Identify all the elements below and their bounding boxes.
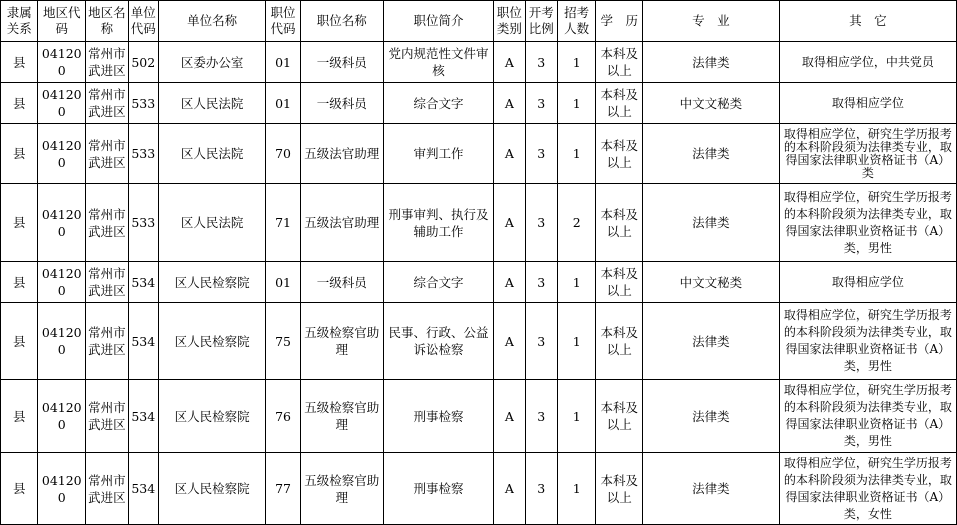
cell-unit-code: 534 <box>128 380 158 453</box>
cell-affiliation: 县 <box>1 184 38 262</box>
cell-major: 法律类 <box>642 42 779 83</box>
table-row <box>1 42 957 83</box>
header-other: 其 它 <box>779 1 956 42</box>
cell-position-category: A <box>494 262 525 303</box>
cell-unit-name: 区人民检察院 <box>158 380 265 453</box>
table-row <box>1 262 957 303</box>
cell-position-name: 一级科员 <box>300 262 383 303</box>
header-region-code: 地区代码 <box>38 1 86 42</box>
header-affiliation: 隶属关系 <box>1 1 38 42</box>
cell-affiliation: 县 <box>1 124 38 184</box>
cell-other: 取得相应学位，研究生学历报考的本科阶段须为法律类专业，取得国家法律职业资格证书（A）类，女性 <box>779 453 956 525</box>
cell-position-code: 75 <box>266 303 300 380</box>
header-position-summary: 职位简介 <box>383 1 493 42</box>
cell-major: 法律类 <box>642 453 779 525</box>
cell-region-name: 常州市武进区 <box>86 124 129 184</box>
cell-position-name: 五级检察官助理 <box>300 453 383 525</box>
cell-exam-ratio: 3 <box>525 83 557 124</box>
cell-exam-ratio: 3 <box>525 262 557 303</box>
table-row <box>1 124 957 184</box>
cell-unit-name: 区人民法院 <box>158 83 265 124</box>
cell-region-code: 041200 <box>38 42 86 83</box>
cell-position-name: 五级法官助理 <box>300 184 383 262</box>
table-row <box>1 303 957 380</box>
cell-position-code: 77 <box>266 453 300 525</box>
cell-hire-count: 1 <box>557 262 595 303</box>
cell-position-summary: 审判工作 <box>383 124 493 184</box>
header-exam-ratio: 开考比例 <box>525 1 557 42</box>
cell-position-category: A <box>494 303 525 380</box>
cell-hire-count: 1 <box>557 303 595 380</box>
cell-other: 取得相应学位 <box>779 83 956 124</box>
cell-education: 本科及以上 <box>596 380 643 453</box>
cell-region-code: 041200 <box>38 453 86 525</box>
cell-region-code: 041200 <box>38 83 86 124</box>
cell-position-name: 一级科员 <box>300 83 383 124</box>
header-position-name: 职位名称 <box>300 1 383 42</box>
cell-unit-code: 534 <box>128 453 158 525</box>
cell-affiliation: 县 <box>1 83 38 124</box>
cell-hire-count: 2 <box>557 184 595 262</box>
table-row <box>1 83 957 124</box>
cell-major: 中文文秘类 <box>642 262 779 303</box>
table-row <box>1 453 957 525</box>
cell-exam-ratio: 3 <box>525 42 557 83</box>
cell-exam-ratio: 3 <box>525 184 557 262</box>
cell-hire-count: 1 <box>557 453 595 525</box>
cell-unit-code: 534 <box>128 303 158 380</box>
cell-hire-count: 1 <box>557 42 595 83</box>
cell-education: 本科及以上 <box>596 83 643 124</box>
cell-unit-name: 区人民检察院 <box>158 453 265 525</box>
header-unit-code: 单位代码 <box>128 1 158 42</box>
header-region-name: 地区名称 <box>86 1 129 42</box>
cell-unit-code: 533 <box>128 83 158 124</box>
cell-region-name: 常州市武进区 <box>86 262 129 303</box>
cell-exam-ratio: 3 <box>525 453 557 525</box>
cell-position-code: 01 <box>266 262 300 303</box>
cell-position-category: A <box>494 453 525 525</box>
table-row <box>1 184 957 262</box>
cell-position-name: 五级检察官助理 <box>300 380 383 453</box>
cell-major: 法律类 <box>642 380 779 453</box>
cell-region-code: 041200 <box>38 262 86 303</box>
cell-education: 本科及以上 <box>596 453 643 525</box>
cell-region-name: 常州市武进区 <box>86 303 129 380</box>
cell-affiliation: 县 <box>1 262 38 303</box>
cell-region-name: 常州市武进区 <box>86 380 129 453</box>
cell-education: 本科及以上 <box>596 262 643 303</box>
cell-unit-code: 534 <box>128 262 158 303</box>
cell-unit-name: 区委办公室 <box>158 42 265 83</box>
cell-position-code: 70 <box>266 124 300 184</box>
cell-education: 本科及以上 <box>596 303 643 380</box>
cell-region-code: 041200 <box>38 184 86 262</box>
cell-position-code: 01 <box>266 83 300 124</box>
cell-position-code: 01 <box>266 42 300 83</box>
cell-other: 取得相应学位，研究生学历报考的本科阶段须为法律类专业，取得国家法律职业资格证书（A）类 <box>779 124 956 184</box>
cell-region-name: 常州市武进区 <box>86 453 129 525</box>
cell-unit-code: 533 <box>128 184 158 262</box>
cell-education: 本科及以上 <box>596 124 643 184</box>
cell-other: 取得相应学位，研究生学历报考的本科阶段须为法律类专业，取得国家法律职业资格证书（A）类，男性 <box>779 303 956 380</box>
cell-exam-ratio: 3 <box>525 303 557 380</box>
cell-position-category: A <box>494 42 525 83</box>
cell-exam-ratio: 3 <box>525 380 557 453</box>
cell-unit-name: 区人民法院 <box>158 184 265 262</box>
cell-education: 本科及以上 <box>596 184 643 262</box>
header-education: 学 历 <box>596 1 643 42</box>
cell-other: 取得相应学位，研究生学历报考的本科阶段须为法律类专业，取得国家法律职业资格证书（A）类，男性 <box>779 184 956 262</box>
cell-region-name: 常州市武进区 <box>86 83 129 124</box>
cell-position-category: A <box>494 83 525 124</box>
cell-position-summary: 综合文字 <box>383 262 493 303</box>
cell-affiliation: 县 <box>1 42 38 83</box>
header-position-code: 职位代码 <box>266 1 300 42</box>
cell-position-category: A <box>494 184 525 262</box>
cell-region-name: 常州市武进区 <box>86 184 129 262</box>
cell-affiliation: 县 <box>1 453 38 525</box>
cell-position-summary: 刑事审判、执行及辅助工作 <box>383 184 493 262</box>
cell-affiliation: 县 <box>1 380 38 453</box>
cell-position-summary: 民事、行政、公益诉讼检察 <box>383 303 493 380</box>
cell-region-name: 常州市武进区 <box>86 42 129 83</box>
header-major: 专 业 <box>642 1 779 42</box>
cell-position-summary: 综合文字 <box>383 83 493 124</box>
cell-region-code: 041200 <box>38 380 86 453</box>
cell-position-code: 76 <box>266 380 300 453</box>
cell-position-name: 五级法官助理 <box>300 124 383 184</box>
cell-position-summary: 党内规范性文件审核 <box>383 42 493 83</box>
header-position-category: 职位类别 <box>494 1 525 42</box>
cell-position-category: A <box>494 380 525 453</box>
cell-major: 法律类 <box>642 124 779 184</box>
cell-region-code: 041200 <box>38 303 86 380</box>
cell-hire-count: 1 <box>557 124 595 184</box>
table-row <box>1 380 957 453</box>
cell-region-code: 041200 <box>38 124 86 184</box>
cell-other: 取得相应学位，中共党员 <box>779 42 956 83</box>
cell-position-summary: 刑事检察 <box>383 380 493 453</box>
header-unit-name: 单位名称 <box>158 1 265 42</box>
cell-unit-code: 533 <box>128 124 158 184</box>
cell-position-summary: 刑事检察 <box>383 453 493 525</box>
cell-major: 中文文秘类 <box>642 83 779 124</box>
cell-unit-code: 502 <box>128 42 158 83</box>
cell-exam-ratio: 3 <box>525 124 557 184</box>
cell-major: 法律类 <box>642 184 779 262</box>
cell-affiliation: 县 <box>1 303 38 380</box>
cell-other: 取得相应学位 <box>779 262 956 303</box>
header-row <box>1 1 957 42</box>
cell-position-category: A <box>494 124 525 184</box>
cell-education: 本科及以上 <box>596 42 643 83</box>
cell-position-code: 71 <box>266 184 300 262</box>
cell-hire-count: 1 <box>557 83 595 124</box>
cell-unit-name: 区人民法院 <box>158 124 265 184</box>
cell-position-name: 五级检察官助理 <box>300 303 383 380</box>
cell-position-name: 一级科员 <box>300 42 383 83</box>
cell-unit-name: 区人民检察院 <box>158 262 265 303</box>
header-hire-count: 招考人数 <box>557 1 595 42</box>
cell-unit-name: 区人民检察院 <box>158 303 265 380</box>
cell-major: 法律类 <box>642 303 779 380</box>
cell-hire-count: 1 <box>557 380 595 453</box>
cell-other: 取得相应学位，研究生学历报考的本科阶段须为法律类专业，取得国家法律职业资格证书（A）类，男性 <box>779 380 956 453</box>
